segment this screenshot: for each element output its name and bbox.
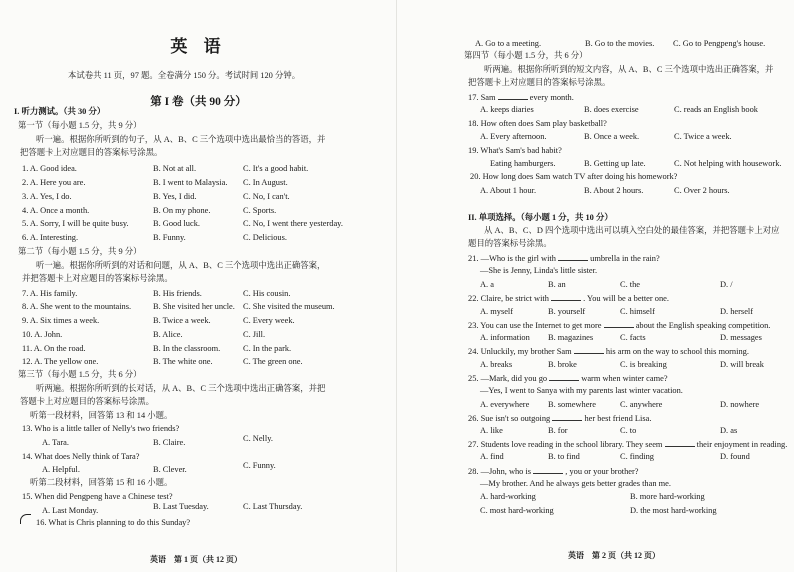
option-b: B. Yes, I did. [153,192,197,201]
option-c: C. reads an English book [674,105,758,114]
option-b: B. Getting up late. [584,159,646,168]
pen-mark [20,514,31,524]
answer-blank [533,465,563,474]
option-b: B. Claire. [153,438,186,447]
option-b: B. to find [548,452,580,461]
answer-blank [498,91,528,100]
option-a: 2. A. Here you are. [22,178,86,187]
option-c: C. His cousin. [243,289,291,298]
option-a: A. information [480,333,530,342]
option-b: B. Clever. [153,465,187,474]
conversation-2-label: 听第二段材料，回答第 15 和 16 小题。 [30,478,173,487]
option-c: C. most hard-working [480,506,554,515]
option-b: B. for [548,426,568,435]
option-c: C. In the park. [243,344,292,353]
option-b: B. Once a week. [584,132,640,141]
subsection-3-heading: 第三节（每小题 1.5 分，共 6 分） [18,370,142,379]
subsection-4-instruction-cont: 把答题卡上对应题目的答案标号涂黑。 [468,78,611,87]
exam-title: 英 语 [170,37,227,56]
answer-blank [665,438,695,447]
subsection-2-instruction: 听一遍。根据你所听到的对话和问题，从 A、B、C 三个选项中选出正确答案， [36,261,326,270]
option-b: B. I went to Malaysia. [153,178,228,187]
question-25-reply: —Yes, I went to Sanya with my parents last winter vacation. [480,386,683,395]
question-24-stem [468,345,749,357]
option-a: A. hard-working [480,492,536,501]
question-28-reply: —My brother. And he always gets better grades than me. [480,479,671,488]
stem-end: umbrella in the rain? [590,254,660,263]
option-c: C. Nelly. [243,434,273,443]
subsection-4-heading: 第四节（每小题 1.5 分，共 6 分） [464,51,588,60]
option-c: C. finding [620,452,654,461]
subsection-3-instruction: 听两遍。根据你所听到的长对话，从 A、B、C 三个选项中选出正确答案，并把 [36,384,326,393]
option-a: Eating hamburgers. [490,159,556,168]
stem-end: every month. [529,93,574,102]
option-b: B. The white one. [153,357,213,366]
section-2-instruction-cont: 题目的答案标号涂黑。 [468,239,552,248]
option-a: A. Helpful. [42,465,80,474]
option-a: 12. A. The yellow one. [22,357,99,366]
option-c: C. Delicious. [243,233,287,242]
option-a: A. find [480,452,504,461]
stem-end: about the English speaking competition. [635,321,771,330]
stem-end: his arm on the way to school this morning. [605,347,749,356]
option-a: 9. A. Six times a week. [22,316,100,325]
option-c: C. is breaking [620,360,667,369]
option-b: B. does exercise [584,105,639,114]
question-19-stem: 19. What's Sam's bad habit? [468,146,562,155]
option-c: C. Every week. [243,316,295,325]
option-b: B. Go to the movies. [585,39,655,48]
stem-start: 26. Sue isn't so outgoing [468,414,551,423]
option-b: B. His friends. [153,289,202,298]
question-15-stem: 15. When did Pengpeng have a Chinese test? [22,492,173,501]
stem-start: 23. You can use the Internet to get more [468,321,602,330]
stem-start: 22. Claire, be strict with [468,294,549,303]
stem-end: warm when winter came? [581,374,668,383]
option-c: C. Go to Pengpeng's house. [673,39,766,48]
option-c: C. anywhere [620,400,663,409]
option-d: D. as [720,426,738,435]
option-b: B. On my phone. [153,206,211,215]
option-c: C. Sports. [243,206,277,215]
stem-end: their enjoyment in reading. [696,440,788,449]
page-footer: 英语 第 2 页（共 12 页） [568,551,660,560]
option-b: B. Last Tuesday. [153,502,209,511]
option-c: C. himself [620,307,655,316]
option-b: B. yourself [548,307,586,316]
option-b: B. somewhere [548,400,596,409]
subsection-3-instruction-cont: 答题卡上对应题目的答案标号涂黑。 [20,397,154,406]
option-c: C. No, I went there yesterday. [243,219,343,228]
option-a: A. Every afternoon. [480,132,547,141]
section-2-heading: II. 单项选择。（每小题 1 分，共 10 分） [468,213,613,222]
question-18-stem: 18. How often does Sam play basketball? [468,119,607,128]
question-28-stem [468,465,639,477]
option-c: C. Last Thursday. [243,502,303,511]
question-13-stem: 13. Who is a little taller of Nelly's two friends? [22,424,180,433]
option-b: B. broke [548,360,577,369]
option-a: A. keeps diaries [480,105,534,114]
option-d: D. found [720,452,750,461]
option-a: A. breaks [480,360,513,369]
stem-end: her best friend Lisa. [584,414,652,423]
question-26-stem [468,412,651,424]
question-16-stem: 16. What is Chris planning to do this Sunday? [36,518,191,527]
option-a: 3. A. Yes, I do. [22,192,72,201]
option-b: B. Funny. [153,233,186,242]
option-a: 1. A. Good idea. [22,164,77,173]
subsection-1-instruction-cont: 把答题卡上对应题目的答案标号涂黑。 [20,148,163,157]
option-a: A. myself [480,307,514,316]
stem-start: 28. —John, who is [468,467,532,476]
option-a: 10. A. John. [22,330,63,339]
option-a: A. like [480,426,503,435]
option-c: C. Not helping with housework. [674,159,782,168]
option-b: B. more hard-working [630,492,705,501]
stem-start: 17. Sam [468,93,496,102]
conversation-1-label: 听第一段材料，回答第 13 和 14 小题。 [30,411,173,420]
option-b: B. Good luck. [153,219,200,228]
option-b: B. About 2 hours. [584,186,644,195]
option-d: D. will break [720,360,764,369]
option-d: D. herself [720,307,754,316]
option-c: C. facts [620,333,646,342]
subsection-1-instruction: 听一遍。根据你所听到的句子，从 A、B、C 三个选项中选出最恰当的答语，并 [36,135,326,144]
stem-end: . You will be a better one. [583,294,669,303]
subsection-2-heading: 第二节（每小题 1.5 分，共 9 分） [18,247,142,256]
option-d: D. the most hard-working [630,506,717,515]
stem-end: , you or your brother? [565,467,639,476]
option-c: C. She visited the museum. [243,302,335,311]
option-a: A. Tara. [42,438,69,447]
option-c: C. Jill. [243,330,266,339]
option-a: A. About 1 hour. [480,186,537,195]
subsection-2-instruction-cont: 并把答题卡上对应题目的答案标号涂黑。 [22,274,173,283]
question-20-stem: 20. How long does Sam watch TV after doing his homework? [470,172,678,181]
option-c: C. In August. [243,178,288,187]
option-b: B. Twice a week. [153,316,211,325]
option-d: D. / [720,280,733,289]
option-a: A. a [480,280,494,289]
answer-blank [558,252,588,261]
stem-start: 24. Unluckily, my brother Sam [468,347,572,356]
option-a: 7. A. His family. [22,289,78,298]
subsection-4-instruction: 听两遍。根据你所听到的短文内容，从 A、B、C 三个选项中选出正确答案，并 [484,65,774,74]
question-21-reply: —She is Jenny, Linda's little sister. [480,266,598,275]
option-c: C. to [620,426,637,435]
option-b: B. an [548,280,566,289]
option-c: C. The green one. [243,357,303,366]
section-1-heading: I. 听力测试。（共 30 分） [14,107,106,116]
option-a: 5. A. Sorry, I will be quite busy. [22,219,129,228]
option-a: A. Last Monday. [42,506,99,515]
option-a: 11. A. On the road. [22,344,86,353]
option-a: 4. A. Once a month. [22,206,90,215]
exam-intro: 本试卷共 11 页，97 题。全卷满分 150 分。考试时间 120 分钟。 [68,71,301,80]
option-a: A. Go to a meeting. [475,39,542,48]
question-23-stem [468,319,770,331]
question-21-stem [468,252,660,264]
option-a: 6. A. Interesting. [22,233,79,242]
option-d: D. nowhere [720,400,760,409]
answer-blank [574,345,604,354]
option-c: C. No, I can't. [243,192,290,201]
section-2-instruction: 从 A、B、C、D 四个选项中选出可以填入空白处的最佳答案，并把答题卡上对应 [484,226,780,235]
answer-blank [552,412,582,421]
option-c: C. Twice a week. [674,132,732,141]
option-b: B. magazines [548,333,594,342]
subsection-1-heading: 第一节（每小题 1.5 分，共 9 分） [18,121,142,130]
option-b: B. Not at all. [153,164,197,173]
question-17-stem [468,91,574,103]
part-heading: 第 I 卷（共 90 分） [150,96,247,108]
option-c: C. the [620,280,641,289]
question-14-stem: 14. What does Nelly think of Tara? [22,452,140,461]
option-b: B. She visited her uncle. [153,302,235,311]
stem-start: 25. —Mark, did you go [468,374,548,383]
option-c: C. Over 2 hours. [674,186,730,195]
option-d: D. messages [720,333,762,342]
stem-start: 21. —Who is the girl with [468,254,556,263]
stem-start: 27. Students love reading in the school library. They seem [468,440,663,449]
answer-blank [604,319,634,328]
option-a: 8. A. She went to the mountains. [22,302,132,311]
question-27-stem [468,438,787,450]
question-22-stem [468,292,669,304]
page-footer: 英语 第 1 页（共 12 页） [150,555,242,564]
option-c: C. Funny. [243,461,276,470]
answer-blank [549,372,579,381]
answer-blank [551,292,581,301]
option-c: C. It's a good habit. [243,164,309,173]
option-a: A. everywhere [480,400,530,409]
option-b: B. In the classroom. [153,344,221,353]
question-25-stem [468,372,668,384]
option-b: B. Alice. [153,330,183,339]
exam-page-2 [398,0,794,572]
